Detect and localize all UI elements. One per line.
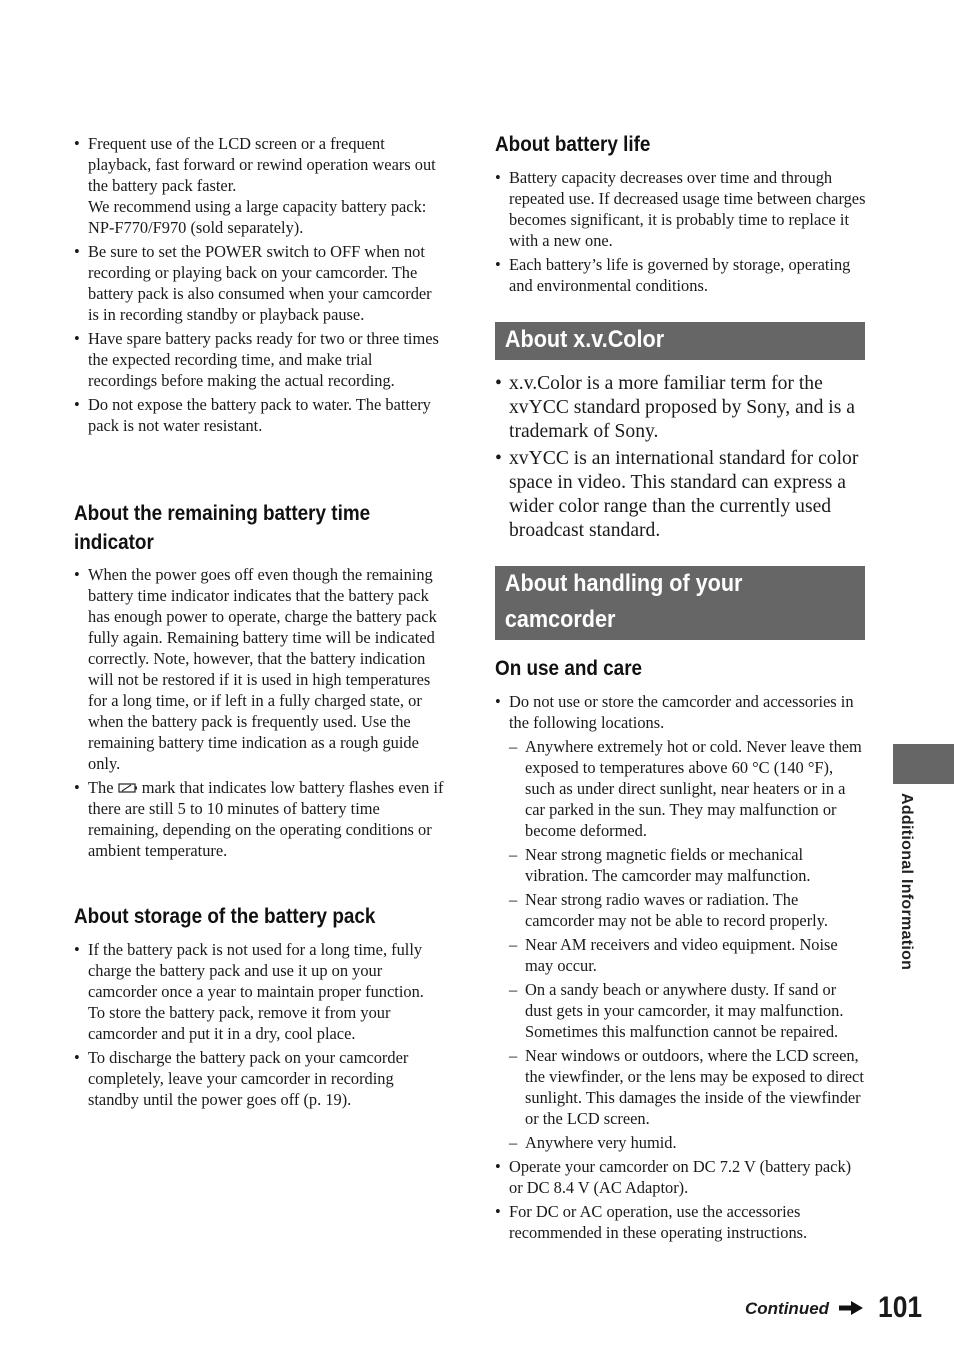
list-item: – Anywhere very humid. [509, 1132, 867, 1153]
low-battery-icon [118, 782, 138, 794]
continued-label: Continued [745, 1299, 830, 1318]
list-item: • Frequent use of the LCD screen or a frequent playback, fast forward or rewind operation wears out the battery pack faster. We recommend using a large capacity battery pack: NP-F770/F970 (sold separately). [74, 133, 444, 238]
page-footer [700, 1288, 924, 1328]
list-item: • Have spare battery packs ready for two or three times the expected recording time, and make trial recordings before making the actual recording. [74, 328, 444, 391]
list-item: • The mark that indicates low battery flashes even if there are still 5 to 10 minutes of battery time remaining, depending on the operating conditions or ambient temperature. [74, 777, 444, 861]
section-tab-label: Additional Information [898, 793, 915, 971]
use-care-heading: On use and care [495, 657, 643, 680]
list-item: • If the battery pack is not used for a long time, fully charge the battery pack and use it up on your camcorder once a year to maintain proper function. To store the battery pack, remove it from your camcorder and put it in a dry, cool place. [74, 939, 444, 1044]
list-item: • For DC or AC operation, use the accessories recommended in these operating instructions. [495, 1201, 867, 1243]
xvcolor-section-title: About x.v.Color [495, 322, 865, 360]
list-item: • Operate your camcorder on DC 7.2 V (battery pack) or DC 8.4 V (AC Adaptor). [495, 1156, 867, 1198]
list-item: • Battery capacity decreases over time and through repeated use. If decreased usage time between charges becomes significant, it is probably time to replace it with a new one. [495, 167, 867, 251]
xvcolor-bullet-list [495, 372, 867, 546]
handling-section-title: About handling of your camcorder [495, 566, 865, 640]
list-item: • x.v.Color is a more familiar term for the xvYCC standard proposed by Sony, and is a trademark of Sony. [495, 372, 867, 444]
battery-life-heading: About battery life [495, 133, 651, 156]
storage-heading: About storage of the battery pack [74, 905, 376, 928]
list-item: – Near strong radio waves or radiation. The camcorder may not be able to record properly. [509, 889, 867, 931]
arrow-right-icon [839, 1300, 863, 1316]
storage-bullet-list [74, 939, 444, 1113]
list-item: • To discharge the battery pack on your camcorder completely, leave your camcorder in recording standby until the power goes off (p. 19). [74, 1047, 444, 1110]
list-item: • Do not expose the battery pack to water. The battery pack is not water resistant. [74, 394, 444, 436]
list-item: • Do not use or store the camcorder and accessories in the following locations. – Anywhere extremely hot or cold. Never leave them exposed to temperatures above 60 °C (140 °F), such as under direct sunlight, near heaters or in a car parked in the sun. They may malfunction or become deformed. – Near strong magnetic fields or mechanical vibration. The camcorder may malfunction. – Near strong radio waves or radiation. The camcorder may not be able to record properly. – Near AM receivers and video equipment. Noise may occur. – On a sandy beach or anywhere dusty. If sand or dust gets in your camcorder, it may malfunction. Sometimes this malfunction cannot be repaired. – Near windows or outdoors, where the LCD screen, the viewfinder, or the lens may be exposed to direct sunlight. This damages the inside of the viewfinder or the LCD screen. – Anywhere very humid. [495, 691, 867, 1153]
list-item: • Be sure to set the POWER switch to OFF when not recording or playing back on your camcorder. The battery pack is also consumed when your camcorder is in recording standby or playback pause. [74, 241, 444, 325]
use-care-bullet-list [495, 691, 867, 1246]
remaining-bullet-list [74, 564, 444, 864]
page-number: 101 [877, 1291, 922, 1324]
list-item: – Near strong magnetic fields or mechanical vibration. The camcorder may malfunction. [509, 844, 867, 886]
locations-dash-list [509, 736, 867, 1153]
list-item: – On a sandy beach or anywhere dusty. If sand or dust gets in your camcorder, it may malfunction. Sometimes this malfunction cannot be repaired. [509, 979, 867, 1042]
list-item: – Anywhere extremely hot or cold. Never leave them exposed to temperatures above 60 °C (140 °F), such as under direct sunlight, near heaters or in a car parked in the sun. They may malfunction or become deformed. [509, 736, 867, 841]
list-item: – Near windows or outdoors, where the LCD screen, the viewfinder, or the lens may be exposed to direct sunlight. This damages the inside of the viewfinder or the LCD screen. [509, 1045, 867, 1129]
intro-bullet-list [74, 133, 444, 439]
recommend-note: We recommend using a large capacity battery pack: NP-F770/F970 (sold separately). [88, 197, 427, 237]
battery-life-bullet-list [495, 167, 867, 299]
list-item: • Each battery’s life is governed by storage, operating and environmental conditions. [495, 254, 867, 296]
section-tab-marker [893, 744, 954, 784]
list-item: • When the power goes off even though the remaining battery time indicator indicates that the battery pack has enough power to operate, charge the battery pack fully again. Remaining battery time will be indicated correctly. Note, however, that the battery indication will not be restored if it is used in high temperatures for a long time, or if left in a fully charged state, or when the battery pack is frequently used. Use the remaining battery time indication as a rough guide only. [74, 564, 444, 774]
list-item: – Near AM receivers and video equipment. Noise may occur. [509, 934, 867, 976]
list-item: • xvYCC is an international standard for color space in video. This standard can express a wider color range than the currently used broadcast standard. [495, 447, 867, 543]
remaining-battery-heading: About the remaining battery time indicator [74, 502, 371, 554]
